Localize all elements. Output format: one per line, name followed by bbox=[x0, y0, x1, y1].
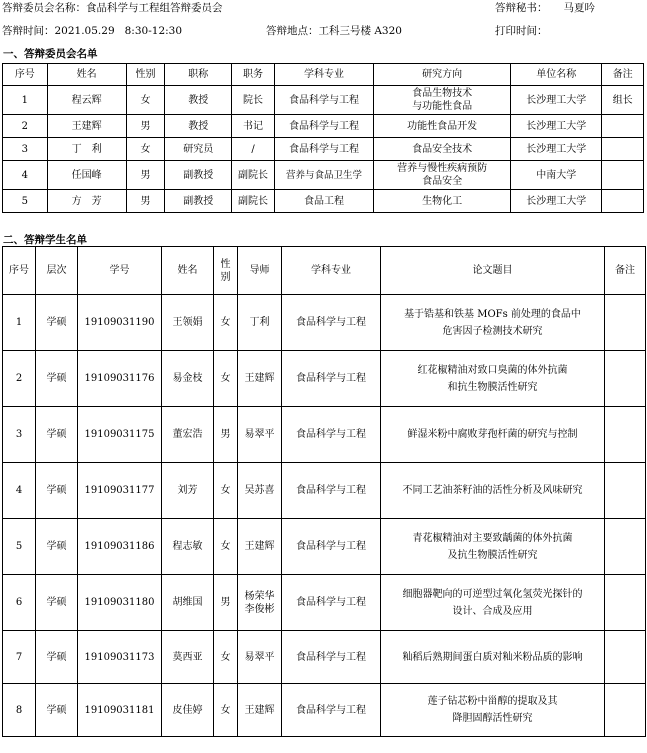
student-thesis: 莲子钻芯粉中甾醇的提取及其 降胆固醇活性研究 bbox=[381, 684, 605, 737]
member-position: 院长 bbox=[232, 86, 275, 115]
students-header-row bbox=[3, 247, 646, 295]
student-no: 4 bbox=[3, 463, 36, 519]
student-row bbox=[3, 295, 646, 351]
committee-header-research: 研究方向 bbox=[374, 64, 511, 86]
member-research: 功能性食品开发 bbox=[374, 115, 511, 138]
member-gender: 男 bbox=[126, 115, 165, 138]
committee-header-unit: 单位名称 bbox=[511, 64, 602, 86]
student-advisor: 王建辉 bbox=[238, 351, 282, 407]
student-id: 19109031176 bbox=[78, 351, 162, 407]
student-gender: 女 bbox=[214, 631, 238, 684]
student-row bbox=[3, 684, 646, 737]
student-row bbox=[3, 407, 646, 463]
student-major: 食品科学与工程 bbox=[282, 407, 381, 463]
member-gender: 女 bbox=[126, 86, 165, 115]
member-position: 副院长 bbox=[232, 190, 275, 213]
print-time-line bbox=[495, 25, 548, 37]
member-name: 程云辉 bbox=[47, 86, 126, 115]
student-name: 皮佳婷 bbox=[162, 684, 214, 737]
time-value: 2021.05.29 8:30-12:30 bbox=[54, 25, 183, 37]
student-level: 学硕 bbox=[36, 351, 78, 407]
student-remark bbox=[605, 684, 646, 737]
member-research: 食品生物技术 与功能性食品 bbox=[374, 86, 511, 115]
member-remark bbox=[602, 190, 644, 213]
student-advisor: 王建辉 bbox=[238, 684, 282, 737]
student-id: 19109031175 bbox=[78, 407, 162, 463]
student-advisor: 王建辉 bbox=[238, 519, 282, 575]
member-name: 方 芳 bbox=[47, 190, 126, 213]
student-id: 19109031190 bbox=[78, 295, 162, 351]
student-level: 学硕 bbox=[36, 575, 78, 631]
student-gender: 女 bbox=[214, 684, 238, 737]
member-major: 食品科学与工程 bbox=[274, 86, 373, 115]
committee-header-position: 职务 bbox=[232, 64, 275, 86]
student-gender: 男 bbox=[214, 575, 238, 631]
student-thesis: 基于锆基和铁基 MOFs 前处理的食品中 危害因子检测技术研究 bbox=[381, 295, 605, 351]
member-research: 食品安全技术 bbox=[374, 138, 511, 161]
student-name: 莫西亚 bbox=[162, 631, 214, 684]
member-remark: 组长 bbox=[602, 86, 644, 115]
time-line bbox=[2, 25, 182, 37]
committee-row bbox=[3, 190, 644, 213]
student-gender: 女 bbox=[214, 295, 238, 351]
member-gender: 男 bbox=[126, 161, 165, 190]
students-section-title: 二、答辩学生名单 bbox=[3, 234, 87, 246]
member-no: 3 bbox=[3, 138, 48, 161]
student-remark bbox=[605, 519, 646, 575]
member-title: 研究员 bbox=[165, 138, 232, 161]
student-major: 食品科学与工程 bbox=[282, 295, 381, 351]
students-header-major: 学科专业 bbox=[282, 247, 381, 295]
student-thesis: 不同工艺油茶籽油的活性分析及风味研究 bbox=[381, 463, 605, 519]
student-thesis: 红花椒精油对致口臭菌的体外抗菌 和抗生物膜活性研究 bbox=[381, 351, 605, 407]
member-major: 食品科学与工程 bbox=[274, 115, 373, 138]
student-row bbox=[3, 351, 646, 407]
student-row bbox=[3, 631, 646, 684]
student-no: 7 bbox=[3, 631, 36, 684]
member-unit: 长沙理工大学 bbox=[511, 115, 602, 138]
student-id: 19109031177 bbox=[78, 463, 162, 519]
member-position: / bbox=[232, 138, 275, 161]
student-name: 刘芳 bbox=[162, 463, 214, 519]
member-major: 食品工程 bbox=[274, 190, 373, 213]
student-name: 易金枝 bbox=[162, 351, 214, 407]
students-header-id: 学号 bbox=[78, 247, 162, 295]
member-gender: 女 bbox=[126, 138, 165, 161]
committee-header-title: 职称 bbox=[165, 64, 232, 86]
member-remark bbox=[602, 138, 644, 161]
member-research: 营养与慢性疾病预防 食品安全 bbox=[374, 161, 511, 190]
student-remark bbox=[605, 575, 646, 631]
students-header-level: 层次 bbox=[36, 247, 78, 295]
student-no: 5 bbox=[3, 519, 36, 575]
student-major: 食品科学与工程 bbox=[282, 519, 381, 575]
member-name: 任国峰 bbox=[47, 161, 126, 190]
secretary-line bbox=[495, 2, 595, 14]
member-no: 1 bbox=[3, 86, 48, 115]
member-position: 副院长 bbox=[232, 161, 275, 190]
student-no: 8 bbox=[3, 684, 36, 737]
student-name: 胡维国 bbox=[162, 575, 214, 631]
member-title: 副教授 bbox=[165, 190, 232, 213]
student-remark bbox=[605, 631, 646, 684]
student-id: 19109031173 bbox=[78, 631, 162, 684]
student-id: 19109031186 bbox=[78, 519, 162, 575]
student-remark bbox=[605, 407, 646, 463]
location-line bbox=[266, 25, 402, 37]
student-major: 食品科学与工程 bbox=[282, 463, 381, 519]
committee-name-line bbox=[2, 2, 223, 14]
student-no: 1 bbox=[3, 295, 36, 351]
member-title: 教授 bbox=[165, 115, 232, 138]
student-level: 学硕 bbox=[36, 519, 78, 575]
student-advisor: 杨荣华 李俊彬 bbox=[238, 575, 282, 631]
committee-header-no: 序号 bbox=[3, 64, 48, 86]
committee-row bbox=[3, 161, 644, 190]
student-name: 程志敏 bbox=[162, 519, 214, 575]
student-no: 6 bbox=[3, 575, 36, 631]
student-thesis: 籼稻后熟期间蛋白质对籼米粉品质的影响 bbox=[381, 631, 605, 684]
student-major: 食品科学与工程 bbox=[282, 631, 381, 684]
member-remark bbox=[602, 115, 644, 138]
students-header-thesis: 论文题目 bbox=[381, 247, 605, 295]
student-gender: 女 bbox=[214, 463, 238, 519]
student-row bbox=[3, 575, 646, 631]
student-thesis: 青花椒精油对主要致龋菌的体外抗菌 及抗生物膜活性研究 bbox=[381, 519, 605, 575]
member-name: 丁 利 bbox=[47, 138, 126, 161]
student-row bbox=[3, 463, 646, 519]
committee-section-title: 一、答辩委员会名单 bbox=[3, 48, 98, 60]
member-gender: 男 bbox=[126, 190, 165, 213]
member-research: 生物化工 bbox=[374, 190, 511, 213]
committee-row bbox=[3, 115, 644, 138]
student-id: 19109031180 bbox=[78, 575, 162, 631]
student-major: 食品科学与工程 bbox=[282, 684, 381, 737]
student-thesis: 细胞器靶向的可逆型过氧化氢荧光探针的 设计、合成及应用 bbox=[381, 575, 605, 631]
member-major: 营养与食品卫生学 bbox=[274, 161, 373, 190]
location-label: 答辩地点： bbox=[266, 25, 319, 37]
committee-name-value: 食品科学与工程组答辩委员会 bbox=[86, 2, 223, 14]
member-unit: 长沙理工大学 bbox=[511, 138, 602, 161]
student-level: 学硕 bbox=[36, 684, 78, 737]
students-table bbox=[2, 246, 646, 737]
secretary-name: 马夏吟 bbox=[563, 2, 595, 14]
student-name: 董宏浩 bbox=[162, 407, 214, 463]
print-time-label: 打印时间： bbox=[495, 25, 548, 37]
student-advisor: 吴苏喜 bbox=[238, 463, 282, 519]
student-gender: 女 bbox=[214, 351, 238, 407]
committee-header-row bbox=[3, 64, 644, 86]
student-remark bbox=[605, 295, 646, 351]
member-no: 4 bbox=[3, 161, 48, 190]
member-unit: 长沙理工大学 bbox=[511, 190, 602, 213]
member-no: 5 bbox=[3, 190, 48, 213]
student-remark bbox=[605, 463, 646, 519]
committee-header-major: 学科专业 bbox=[274, 64, 373, 86]
students-header-no: 序号 bbox=[3, 247, 36, 295]
student-no: 2 bbox=[3, 351, 36, 407]
students-header-remark: 备注 bbox=[605, 247, 646, 295]
member-unit: 长沙理工大学 bbox=[511, 86, 602, 115]
student-level: 学硕 bbox=[36, 631, 78, 684]
student-advisor: 易翠平 bbox=[238, 631, 282, 684]
member-name: 王建辉 bbox=[47, 115, 126, 138]
student-advisor: 丁利 bbox=[238, 295, 282, 351]
time-label: 答辩时间： bbox=[2, 25, 55, 37]
location-value: 工科三号楼 A320 bbox=[318, 25, 402, 37]
member-unit: 中南大学 bbox=[511, 161, 602, 190]
student-name: 王领娟 bbox=[162, 295, 214, 351]
committee-table bbox=[2, 63, 644, 213]
committee-header-gender: 性别 bbox=[126, 64, 165, 86]
students-header-name: 姓名 bbox=[162, 247, 214, 295]
member-title: 教授 bbox=[165, 86, 232, 115]
student-major: 食品科学与工程 bbox=[282, 351, 381, 407]
student-level: 学硕 bbox=[36, 295, 78, 351]
students-header-gender: 性 别 bbox=[214, 247, 238, 295]
student-advisor: 易翠平 bbox=[238, 407, 282, 463]
committee-header-name: 姓名 bbox=[47, 64, 126, 86]
student-id: 19109031181 bbox=[78, 684, 162, 737]
secretary-label: 答辩秘书： bbox=[495, 2, 548, 14]
student-level: 学硕 bbox=[36, 407, 78, 463]
committee-header-remark: 备注 bbox=[602, 64, 644, 86]
student-no: 3 bbox=[3, 407, 36, 463]
student-major: 食品科学与工程 bbox=[282, 575, 381, 631]
committee-row bbox=[3, 86, 644, 115]
committee-name-label: 答辩委员会名称： bbox=[2, 2, 86, 14]
student-thesis: 鲜湿米粉中腐败芽孢杆菌的研究与控制 bbox=[381, 407, 605, 463]
students-header-advisor: 导师 bbox=[238, 247, 282, 295]
student-gender: 男 bbox=[214, 407, 238, 463]
member-remark bbox=[602, 161, 644, 190]
committee-row bbox=[3, 138, 644, 161]
student-gender: 女 bbox=[214, 519, 238, 575]
student-remark bbox=[605, 351, 646, 407]
member-title: 副教授 bbox=[165, 161, 232, 190]
member-major: 食品科学与工程 bbox=[274, 138, 373, 161]
student-row bbox=[3, 519, 646, 575]
student-level: 学硕 bbox=[36, 463, 78, 519]
member-no: 2 bbox=[3, 115, 48, 138]
member-position: 书记 bbox=[232, 115, 275, 138]
